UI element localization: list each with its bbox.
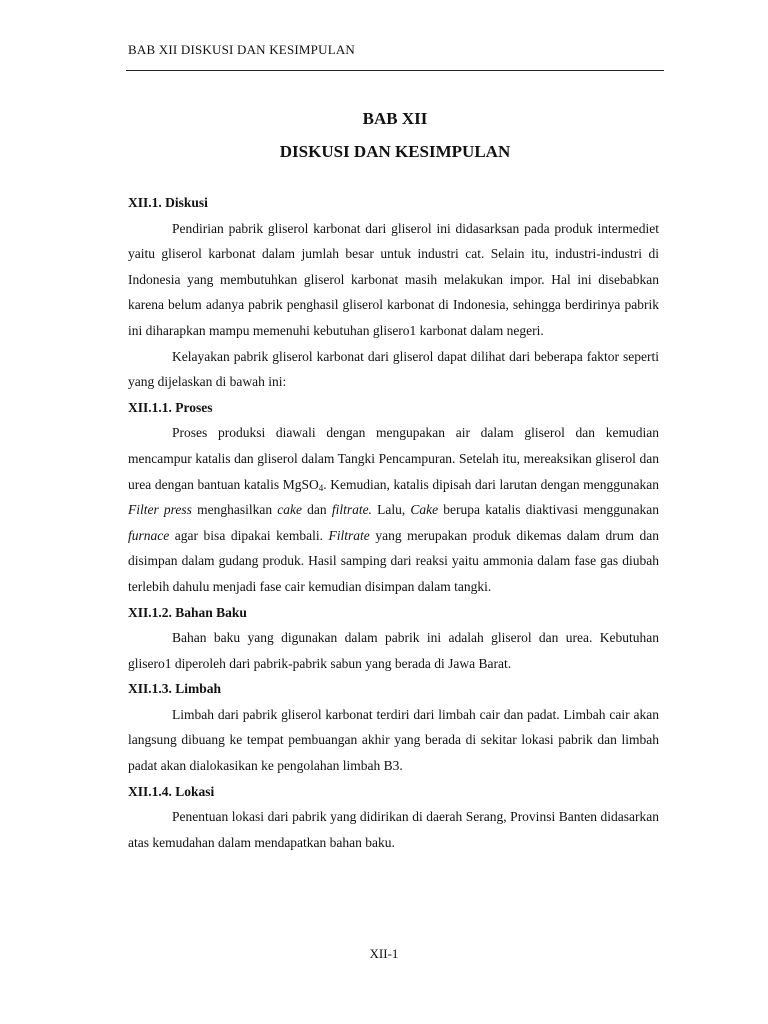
header-divider xyxy=(126,70,664,71)
subscript: 4 xyxy=(318,482,324,493)
section-heading-lokasi: XII.1.4. Lokasi xyxy=(128,783,215,799)
paragraph-proses xyxy=(128,420,659,599)
italic-term: Cake xyxy=(410,502,439,518)
chapter-title-block xyxy=(126,104,664,167)
text-span: dan xyxy=(301,502,332,518)
text-span: Proses produksi diawali dengan mengupakan air dalam gliserol dan kemudian mencampur katalis dan gliserol dalam Tangki Pencampuran. Setelah itu, mereaksikan gliserol dan urea dengan bantuan katalis MgSO xyxy=(128,425,659,492)
italic-term: furnace xyxy=(128,527,170,543)
paragraph-bahan-baku: Bahan baku yang digunakan dalam pabrik ini adalah gliserol dan urea. Kebutuhan glisero1 diperoleh dari pabrik-pabrik sabun yang berada di Jawa Barat. xyxy=(128,630,659,671)
italic-term: Filter press xyxy=(128,502,192,518)
italic-term: Filtrate xyxy=(328,527,370,543)
text-span: Lalu, xyxy=(371,502,411,518)
running-header: BAB XII DISKUSI DAN KESIMPULAN xyxy=(128,42,356,57)
paragraph-diskusi-1: Pendirian pabrik gliserol karbonat dari gliserol ini didasarksan pada produk intermediet yaitu gliserol karbonat dalam jumlah besar untuk industri cat. Selain itu, industri-industri di Indonesia yang membutuhkan gliserol karbonat masih melakukan impor. Hal ini disebabkan karena belum adanya pabrik penghasil gliserol karbonat di Indonesia, sehingga berdirinya pabrik ini diharapkan mampu memenuhi kebutuhan glisero1 karbonat dalam negeri. xyxy=(128,220,659,338)
text-span: menghasilkan xyxy=(191,502,278,518)
page-number: XII-1 xyxy=(369,946,399,961)
paragraph-lokasi: Penentuan lokasi dari pabrik yang didirikan di daerah Serang, Provinsi Banten didasarkan atas kemudahan dalam mendapatkan bahan baku. xyxy=(128,809,659,850)
paragraph-limbah: Limbah dari pabrik gliserol karbonat terdiri dari limbah cair dan padat. Limbah cair akan langsung dibuang ke tempat pembuangan akhir yang berada di sekitar lokasi pabrik dan limbah padat akan dialokasikan ke pengolahan limbah B3. xyxy=(128,706,659,774)
italic-term: cake xyxy=(277,502,302,518)
section-heading-bahan-baku: XII.1.2. Bahan Baku xyxy=(128,604,247,620)
text-span: yang merupakan produk dikemas dalam drum dan disimpan dalam gudang produk. Hasil samping dari reaksi yaitu ammonia dalam fase gas diubah terlebih dahulu menjadi fase cair kemudian disimpan dalam tangki. xyxy=(128,527,659,594)
paragraph-diskusi-2: Kelayakan pabrik gliserol karbonat dari gliserol dapat dilihat dari beberapa faktor seperti yang dijelaskan di bawah ini: xyxy=(128,348,659,390)
text-span: agar bisa dipakai kembali. xyxy=(169,527,329,543)
section-heading-diskusi: XII.1. Diskusi xyxy=(128,195,208,210)
section-heading-proses: XII.1.1. Proses xyxy=(128,399,213,415)
text-span: . Kemudian, katalis dipisah dari larutan dengan menggunakan xyxy=(323,476,660,492)
chapter-number: BAB XII xyxy=(362,109,428,128)
section-heading-limbah: XII.1.3. Limbah xyxy=(128,681,222,697)
document-body xyxy=(128,190,659,855)
text-span: berupa katalis diaktivasi menggunakan xyxy=(438,502,659,518)
chapter-title: DISKUSI DAN KESIMPULAN xyxy=(279,142,511,161)
italic-term: filtrate. xyxy=(331,502,372,518)
